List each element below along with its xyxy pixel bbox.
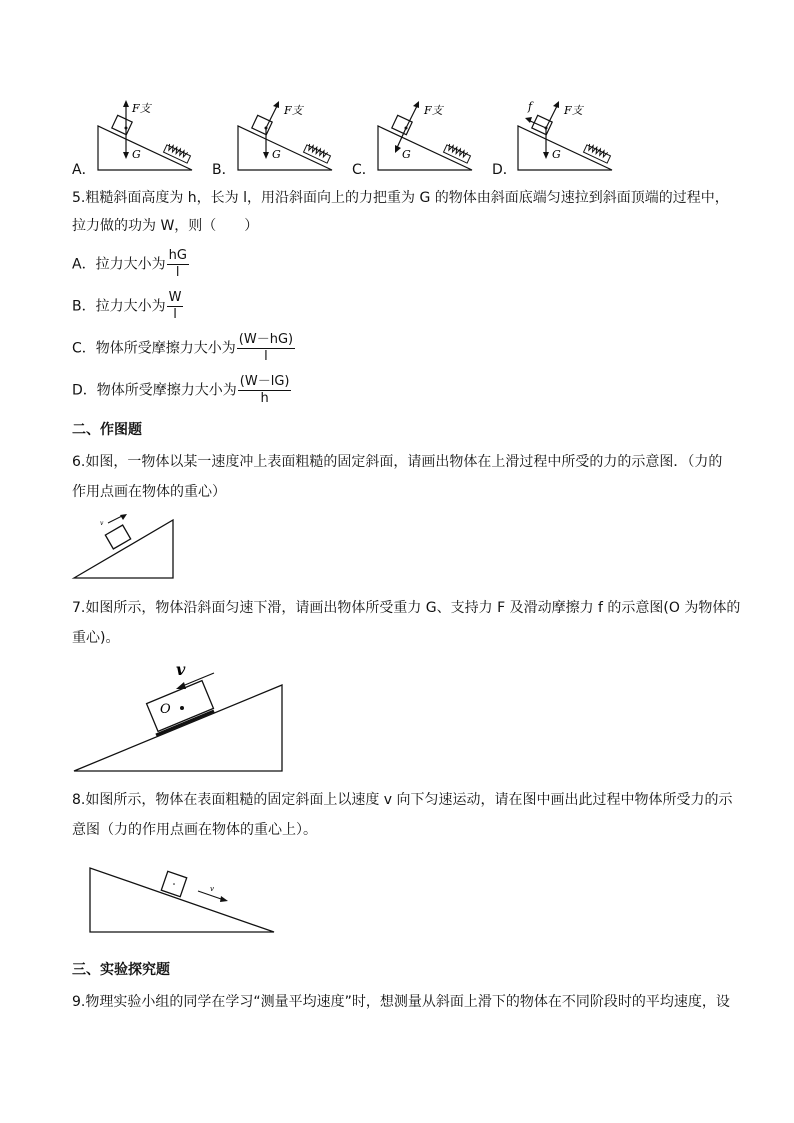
option-b-diagram: [232, 98, 342, 173]
q7-line2: 重心)。: [72, 630, 120, 646]
option-c-gravity-label: G: [402, 148, 411, 161]
option-d-gravity-label: G: [552, 148, 561, 161]
q6-block: [105, 525, 130, 549]
q8-line1: 8.如图所示，物体在表面粗糙的固定斜面上以速度 v 向下匀速运动，请在图中画出此过程中物体所受力的示: [72, 792, 733, 808]
spring-icon: [444, 144, 471, 163]
option-b-force-label: F支: [284, 104, 303, 117]
option-d-diagram: [512, 98, 622, 173]
q5-option-b: B．拉力大小为 $\frac{W}{l}$: [72, 290, 182, 322]
q7-incline-diagram: [72, 655, 287, 775]
fraction-denominator: h: [260, 391, 269, 406]
option-a-letter: A．: [72, 162, 96, 178]
q7-line1: 7.如图所示，物体沿斜面匀速下滑，请画出物体所受重力 G、支持力 F 及滑动摩擦力 f 的示意图(O 为物体的: [72, 600, 741, 616]
option-c-letter: C．: [352, 162, 376, 178]
q8-line2: 意图（力的作用点画在物体的重心上）。: [72, 822, 317, 838]
option-c-force-label: F支: [424, 104, 443, 117]
q8-incline-diagram: [88, 866, 278, 936]
q7-center-label: O: [160, 702, 171, 717]
spring-icon: [164, 144, 191, 163]
option-b-letter: B．: [212, 162, 236, 178]
option-a-diagram: [92, 98, 202, 173]
option-a-gravity-label: G: [132, 148, 141, 161]
section-title-drawing: 二、作图题: [72, 422, 142, 438]
option-d-force-label: F支: [564, 104, 583, 117]
option-d-letter: D．: [492, 162, 517, 178]
fraction-denominator: l: [264, 349, 268, 364]
q9-line1: 9.物理实验小组的同学在学习“测量平均速度”时，想测量从斜面上滑下的物体在不同阶段时的平均速度，设: [72, 994, 730, 1010]
section-title-experiment: 三、实验探究题: [72, 962, 170, 978]
fraction-numerator: W: [168, 290, 182, 305]
fraction-numerator: (W－hG): [238, 332, 294, 347]
fraction-denominator: l: [175, 265, 180, 280]
q6-line1: 6.如图，一物体以某一速度冲上表面粗糙的固定斜面，请画出物体在上滑过程中所受的力的示意图．（力的: [72, 454, 723, 470]
option-c-diagram: [372, 98, 482, 173]
fraction-numerator: hG: [168, 248, 187, 263]
q8-velocity-label: v: [210, 885, 214, 893]
q7-velocity-label: v: [176, 660, 186, 679]
option-b-gravity-label: G: [272, 148, 281, 161]
option-a-force-label: F支: [132, 102, 151, 115]
spring-icon: [584, 144, 611, 163]
fraction-numerator: (W－lG): [239, 374, 290, 389]
q5-option-a: A．拉力大小为 $\frac{hG}{l}$: [72, 248, 187, 280]
fraction-denominator: l: [173, 307, 177, 322]
option-d-friction-label: f: [528, 100, 533, 113]
q5-stem-line2: 拉力做的功为 W，则（ ）: [72, 218, 259, 234]
q6-incline-diagram: [72, 515, 177, 581]
q6-line2: 作用点画在物体的重心）: [72, 484, 226, 500]
spring-icon: [304, 144, 331, 163]
q6-velocity-label: v: [100, 520, 104, 527]
q5-option-d: D．物体所受摩擦力大小为 $\frac{(W-lG)}{h}$: [72, 374, 290, 406]
q5-stem-line1: 5.粗糙斜面高度为 h，长为 l，用沿斜面向上的力把重为 G 的物体由斜面底端匀速拉到斜面顶端的过程中，: [72, 190, 729, 206]
q5-option-c: C．物体所受摩擦力大小为 $\frac{(W-hG)}{l}$: [72, 332, 294, 364]
